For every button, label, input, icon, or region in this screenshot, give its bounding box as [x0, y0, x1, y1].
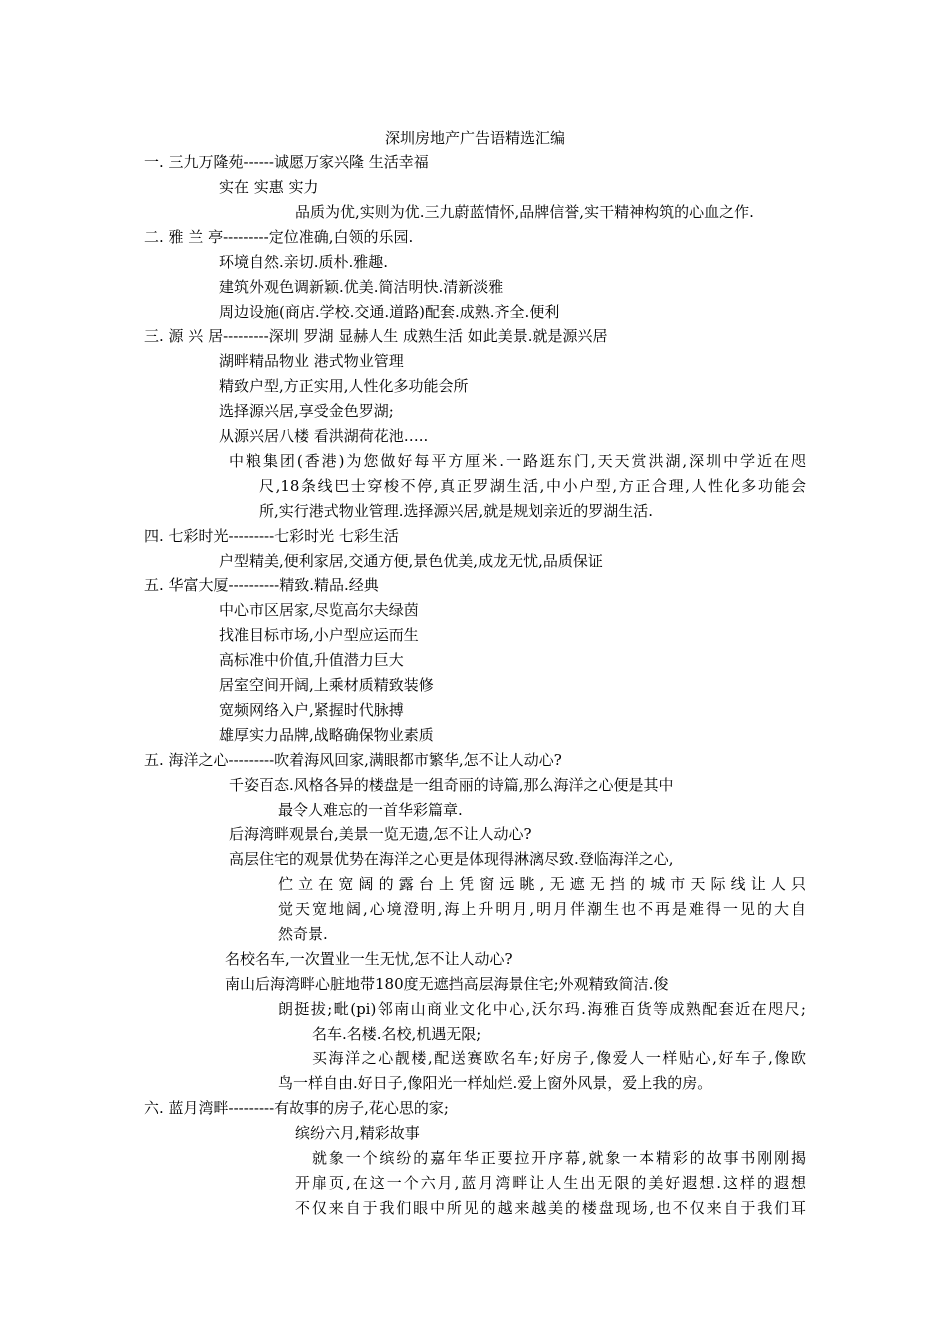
text-line: 周边设施(商店.学校.交通.道路)配套.成熟.齐全.便利 [219, 303, 560, 321]
section-heading-5: 五. 华富大厦----------精致.精品.经典 [144, 576, 379, 594]
text-line: 精致户型,方正实用,人性化多功能会所 [219, 377, 469, 395]
text-line: 朗挺拔;毗(pi)邻南山商业文化中心,沃尔玛.海雅百货等成熟配套近在咫尺; [278, 1000, 806, 1018]
text-line: 名车.名楼.名校,机遇无限; [312, 1025, 482, 1043]
text-line: 居室空间开阔,上乘材质精致装修 [219, 676, 434, 694]
text-line: 伫立在宽阔的露台上凭窗远眺,无遮无挡的城市天际线让人只 [278, 875, 806, 893]
text-line: 名校名车,一次置业一生无忧,怎不让人动心? [225, 950, 513, 968]
text-line: 中粮集团(香港)为您做好每平方厘米.一路逛东门,天天赏洪湖,深圳中学近在咫 [229, 452, 806, 470]
section-heading-1: 一. 三九万隆苑------诚愿万家兴隆 生活幸福 [144, 153, 429, 171]
text-line: 尺,18条线巴士穿梭不停,真正罗湖生活,中小户型,方正合理,人性化多功能会 [259, 477, 806, 495]
text-line: 买海洋之心靓楼,配送赛欧名车;好房子,像爱人一样贴心,好车子,像欧 [312, 1049, 806, 1067]
section-heading-6: 六. 蓝月湾畔---------有故事的房子,花心思的家; [144, 1099, 449, 1117]
text-line: 开扉页,在这一个六月,蓝月湾畔让人生出无限的美好遐想.这样的遐想 [295, 1174, 806, 1192]
section-heading-4: 四. 七彩时光---------七彩时光 七彩生活 [144, 527, 399, 545]
text-line: 所,实行港式物业管理.选择源兴居,就是规划亲近的罗湖生活. [259, 502, 654, 520]
text-line: 不仅来自于我们眼中所见的越来越美的楼盘现场,也不仅来自于我们耳 [295, 1199, 806, 1217]
text-line: 户型精美,便利家居,交通方便,景色优美,成龙无忧,品质保证 [219, 552, 603, 570]
text-line: 觉天宽地阔,心境澄明,海上升明月,明月伴潮生也不再是难得一见的大自 [278, 900, 806, 918]
document-title: 深圳房地产广告语精选汇编 [384, 129, 565, 147]
text-line: 中心市区居家,尽览高尔夫绿茵 [219, 601, 419, 619]
text-line: 雄厚实力品牌,战略确保物业素质 [219, 726, 434, 744]
text-line: 然奇景. [278, 925, 328, 943]
section-heading-3: 三. 源 兴 居---------深圳 罗湖 显赫人生 成熟生活 如此美景.就是源兴居 [144, 327, 608, 345]
text-line: 宽频网络入户,紧握时代脉搏 [219, 701, 404, 719]
text-line: 南山后海湾畔心脏地带180度无遮挡高层海景住宅;外观精致简洁.俊 [225, 975, 669, 993]
text-line: 实在 实惠 实力 [219, 178, 319, 196]
text-line: 最令人难忘的一首华彩篇章. [278, 801, 463, 819]
text-line: 选择源兴居,享受金色罗湖; [219, 402, 394, 420]
text-line: 环境自然.亲切.质朴.雅趣. [219, 253, 389, 271]
section-heading-5b: 五. 海洋之心---------吹着海风回家,满眼都市繁华,怎不让人动心? [144, 751, 562, 769]
text-line: 鸟一样自由.好日子,像阳光一样灿烂.爱上窗外风景，爱上我的房。 [278, 1074, 713, 1092]
text-line: 高层住宅的观景优势在海洋之心更是体现得淋漓尽致.登临海洋之心, [229, 850, 674, 868]
text-line: 建筑外观色调新颖.优美.简洁明快.清新淡雅 [219, 278, 504, 296]
section-heading-2: 二. 雅 兰 亭---------定位准确,白领的乐园. [144, 228, 414, 246]
text-line: 品质为优,实则为优.三九蔚蓝情怀,品牌信誉,实干精神构筑的心血之作. [295, 203, 754, 221]
text-line: 后海湾畔观景台,美景一览无遗,怎不让人动心? [229, 825, 532, 843]
text-line: 就象一个缤纷的嘉年华正要拉开序幕,就象一本精彩的故事书刚刚揭 [312, 1149, 806, 1167]
text-line: 从源兴居八楼 看洪湖荷花池….. [219, 427, 429, 445]
text-line: 缤纷六月,精彩故事 [295, 1124, 420, 1142]
text-line: 高标准中价值,升值潜力巨大 [219, 651, 404, 669]
text-line: 找准目标市场,小户型应运而生 [219, 626, 419, 644]
text-line: 湖畔精品物业 港式物业管理 [219, 352, 404, 370]
text-line: 千姿百态.风格各异的楼盘是一组奇丽的诗篇,那么海洋之心便是其中 [229, 776, 674, 794]
